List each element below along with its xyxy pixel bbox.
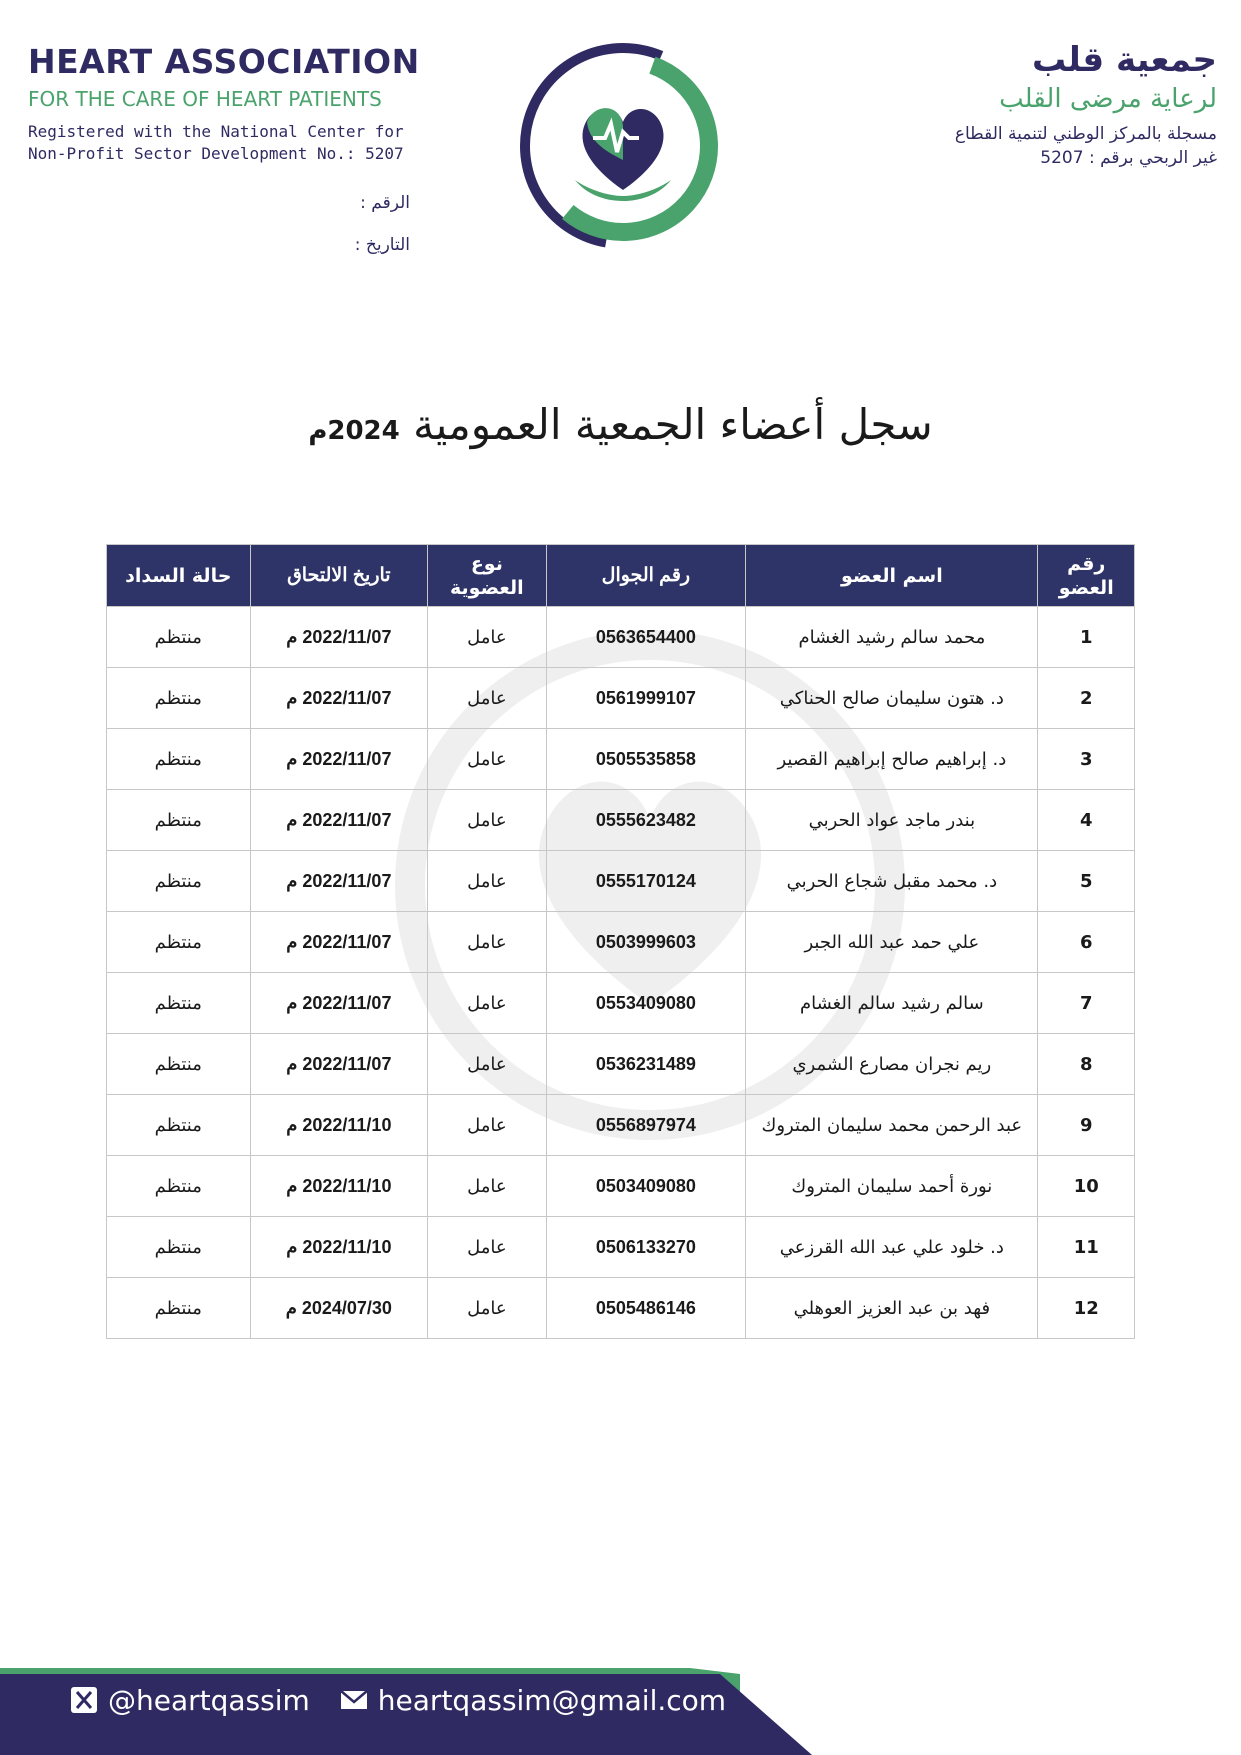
payment-status: منتظم bbox=[107, 912, 251, 973]
payment-status: منتظم bbox=[107, 1095, 251, 1156]
member-name: فهد بن عبد العزيز العوهلي bbox=[746, 1278, 1038, 1339]
header-join-date: تاريخ الالتحاق bbox=[250, 545, 428, 607]
membership-type: عامل bbox=[428, 912, 546, 973]
email-address[interactable]: heartqassim@gmail.com bbox=[377, 1683, 727, 1717]
membership-type: عامل bbox=[428, 1095, 546, 1156]
member-number: 8 bbox=[1038, 1034, 1135, 1095]
payment-status: منتظم bbox=[107, 668, 251, 729]
member-number: 9 bbox=[1038, 1095, 1135, 1156]
join-date: 2024/07/30 م bbox=[250, 1278, 428, 1339]
member-number: 1 bbox=[1038, 607, 1135, 668]
arabic-registration-line-2: غير الربحي برقم : 5207 bbox=[1040, 148, 1217, 168]
member-number: 10 bbox=[1038, 1156, 1135, 1217]
join-date: 2022/11/07 م bbox=[250, 729, 428, 790]
membership-type: عامل bbox=[428, 607, 546, 668]
membership-type: عامل bbox=[428, 1156, 546, 1217]
twitter-handle[interactable]: @heartqassim bbox=[108, 1683, 310, 1717]
header-arabic bbox=[817, 40, 1217, 170]
membership-type: عامل bbox=[428, 851, 546, 912]
envelope-icon bbox=[340, 1686, 368, 1714]
member-phone: 0506133270 bbox=[546, 1217, 746, 1278]
arabic-org-subtitle: لرعاية مرضى القلب bbox=[999, 84, 1217, 114]
member-number: 2 bbox=[1038, 668, 1135, 729]
member-name: سالم رشيد سالم الغشام bbox=[746, 973, 1038, 1034]
payment-status: منتظم bbox=[107, 1278, 251, 1339]
member-number: 7 bbox=[1038, 973, 1135, 1034]
payment-status: منتظم bbox=[107, 1156, 251, 1217]
join-date: 2022/11/07 م bbox=[250, 668, 428, 729]
table-row bbox=[107, 1156, 1135, 1217]
table-row bbox=[107, 668, 1135, 729]
member-phone: 0505535858 bbox=[546, 729, 746, 790]
footer-contacts bbox=[70, 1680, 726, 1720]
arabic-registration-line-1: مسجلة بالمركز الوطني لتنمية القطاع bbox=[954, 124, 1217, 144]
reference-fields bbox=[300, 193, 410, 277]
date-label: التاريخ : bbox=[354, 235, 410, 255]
membership-type: عامل bbox=[428, 1217, 546, 1278]
member-name: د. إبراهيم صالح إبراهيم القصير bbox=[746, 729, 1038, 790]
x-icon bbox=[70, 1686, 98, 1714]
member-number: 12 bbox=[1038, 1278, 1135, 1339]
join-date: 2022/11/07 م bbox=[250, 851, 428, 912]
payment-status: منتظم bbox=[107, 973, 251, 1034]
member-number: 4 bbox=[1038, 790, 1135, 851]
join-date: 2022/11/10 م bbox=[250, 1095, 428, 1156]
table-header-row bbox=[107, 545, 1135, 607]
member-number: 6 bbox=[1038, 912, 1135, 973]
member-name: د. هتون سليمان صالح الحناكي bbox=[746, 668, 1038, 729]
member-phone: 0555623482 bbox=[546, 790, 746, 851]
member-phone: 0503999603 bbox=[546, 912, 746, 973]
membership-type: عامل bbox=[428, 668, 546, 729]
english-registration-line-2: Non-Profit Sector Development No.: 5207 bbox=[28, 144, 404, 163]
member-name: بندر ماجد عواد الحربي bbox=[746, 790, 1038, 851]
english-org-name: HEART ASSOCIATION bbox=[28, 42, 420, 81]
table-row bbox=[107, 851, 1135, 912]
header-english bbox=[28, 42, 420, 165]
header-member-name: اسم العضو bbox=[746, 545, 1038, 607]
header-payment-status: حالة السداد bbox=[107, 545, 251, 607]
payment-status: منتظم bbox=[107, 1217, 251, 1278]
table-row bbox=[107, 1278, 1135, 1339]
join-date: 2022/11/07 م bbox=[250, 1034, 428, 1095]
join-date: 2022/11/07 م bbox=[250, 607, 428, 668]
english-registration bbox=[28, 121, 408, 165]
membership-type: عامل bbox=[428, 790, 546, 851]
join-date: 2022/11/10 م bbox=[250, 1156, 428, 1217]
payment-status: منتظم bbox=[107, 790, 251, 851]
member-phone: 0505486146 bbox=[546, 1278, 746, 1339]
member-phone: 0563654400 bbox=[546, 607, 746, 668]
members-table bbox=[106, 544, 1135, 1339]
document-title bbox=[0, 400, 1241, 449]
arabic-registration bbox=[817, 122, 1217, 170]
member-phone: 0561999107 bbox=[546, 668, 746, 729]
twitter-contact[interactable] bbox=[70, 1684, 310, 1717]
member-number: 3 bbox=[1038, 729, 1135, 790]
join-date: 2022/11/10 م bbox=[250, 1217, 428, 1278]
member-phone: 0553409080 bbox=[546, 973, 746, 1034]
membership-type: عامل bbox=[428, 973, 546, 1034]
member-phone: 0555170124 bbox=[546, 851, 746, 912]
member-name: نورة أحمد سليمان المتروك bbox=[746, 1156, 1038, 1217]
header-member-number: رقم العضو bbox=[1038, 545, 1135, 607]
member-phone: 0536231489 bbox=[546, 1034, 746, 1095]
member-name: علي حمد عبد الله الجبر bbox=[746, 912, 1038, 973]
email-contact[interactable] bbox=[340, 1684, 726, 1717]
payment-status: منتظم bbox=[107, 851, 251, 912]
membership-type: عامل bbox=[428, 729, 546, 790]
member-phone: 0503409080 bbox=[546, 1156, 746, 1217]
member-name: عبد الرحمن محمد سليمان المتروك bbox=[746, 1095, 1038, 1156]
member-name: ريم نجران مصارع الشمري bbox=[746, 1034, 1038, 1095]
member-name: محمد سالم رشيد الغشام bbox=[746, 607, 1038, 668]
table-row bbox=[107, 729, 1135, 790]
table-row bbox=[107, 607, 1135, 668]
header-phone: رقم الجوال bbox=[546, 545, 746, 607]
payment-status: منتظم bbox=[107, 729, 251, 790]
document-year: 2024م bbox=[308, 416, 400, 446]
member-number: 11 bbox=[1038, 1217, 1135, 1278]
table-row bbox=[107, 1095, 1135, 1156]
member-number: 5 bbox=[1038, 851, 1135, 912]
table-row bbox=[107, 973, 1135, 1034]
header-membership-type: نوع العضوية bbox=[428, 545, 546, 607]
arabic-org-name: جمعية قلب bbox=[1032, 40, 1217, 80]
table-row bbox=[107, 1217, 1135, 1278]
association-logo bbox=[517, 40, 729, 252]
membership-type: عامل bbox=[428, 1034, 546, 1095]
table-row bbox=[107, 912, 1135, 973]
join-date: 2022/11/07 م bbox=[250, 790, 428, 851]
payment-status: منتظم bbox=[107, 607, 251, 668]
member-name: د. محمد مقبل شجاع الحربي bbox=[746, 851, 1038, 912]
join-date: 2022/11/07 م bbox=[250, 912, 428, 973]
english-org-subtitle: FOR THE CARE OF HEART PATIENTS bbox=[28, 87, 382, 111]
table-row bbox=[107, 1034, 1135, 1095]
document-title-text: سجل أعضاء الجمعية العمومية bbox=[413, 400, 933, 449]
member-name: د. خلود علي عبد الله القرزعي bbox=[746, 1217, 1038, 1278]
table-row bbox=[107, 790, 1135, 851]
membership-type: عامل bbox=[428, 1278, 546, 1339]
reference-number-label: الرقم : bbox=[360, 193, 410, 213]
join-date: 2022/11/07 م bbox=[250, 973, 428, 1034]
payment-status: منتظم bbox=[107, 1034, 251, 1095]
english-registration-line-1: Registered with the National Center for bbox=[28, 122, 404, 141]
member-phone: 0556897974 bbox=[546, 1095, 746, 1156]
